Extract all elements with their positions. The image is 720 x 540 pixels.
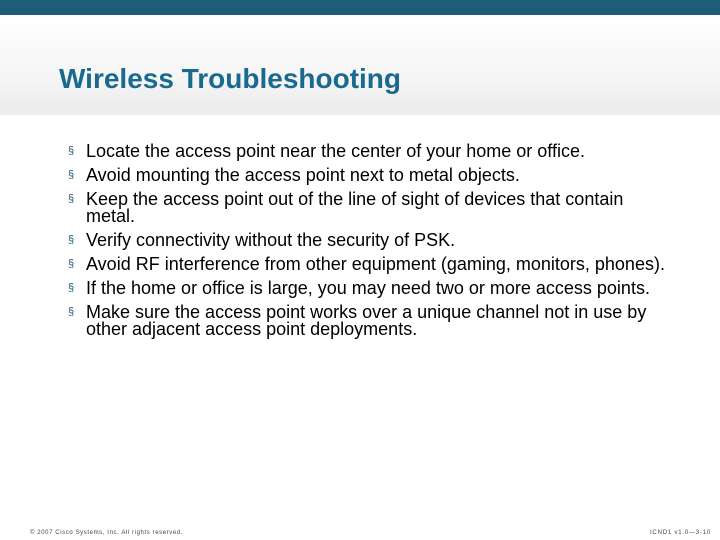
bullet-text: Avoid mounting the access point next to metal objects. [86,165,520,185]
bullet-item [68,143,668,160]
bullet-text: Make sure the access point works over a unique channel not in use by other adjacent access point deployments. [86,302,647,339]
bullet-icon: § [68,258,75,270]
slide-title: Wireless Troubleshooting [59,63,402,94]
top-bar [0,0,720,15]
bullet-text: Locate the access point near the center of your home or office. [86,141,585,161]
bullet-text: Verify connectivity without the security of PSK. [86,230,456,250]
bullet-icon: § [68,234,75,246]
bullet-item [68,232,668,249]
bullet-list [68,143,668,345]
bullet-icon: § [68,145,75,157]
bullet-item [68,304,668,338]
bullet-text: Keep the access point out of the line of sight of devices that contain metal. [86,189,624,226]
bullet-item [68,256,668,273]
footer-course-code: ICND1 v1.0—3-10 [649,530,711,536]
bullet-icon: § [68,169,75,181]
bullet-item [68,167,668,184]
bullet-icon: § [68,193,75,205]
bullet-text: Avoid RF interference from other equipment (gaming, monitors, phones). [86,254,665,274]
bullet-icon: § [68,306,75,318]
bullet-item [68,280,668,297]
bullet-text: If the home or office is large, you may need two or more access points. [86,278,650,298]
footer-copyright: © 2007 Cisco Systems, Inc. All rights reserved. [30,530,184,536]
bullet-item [68,191,668,225]
bullet-icon: § [68,282,75,294]
